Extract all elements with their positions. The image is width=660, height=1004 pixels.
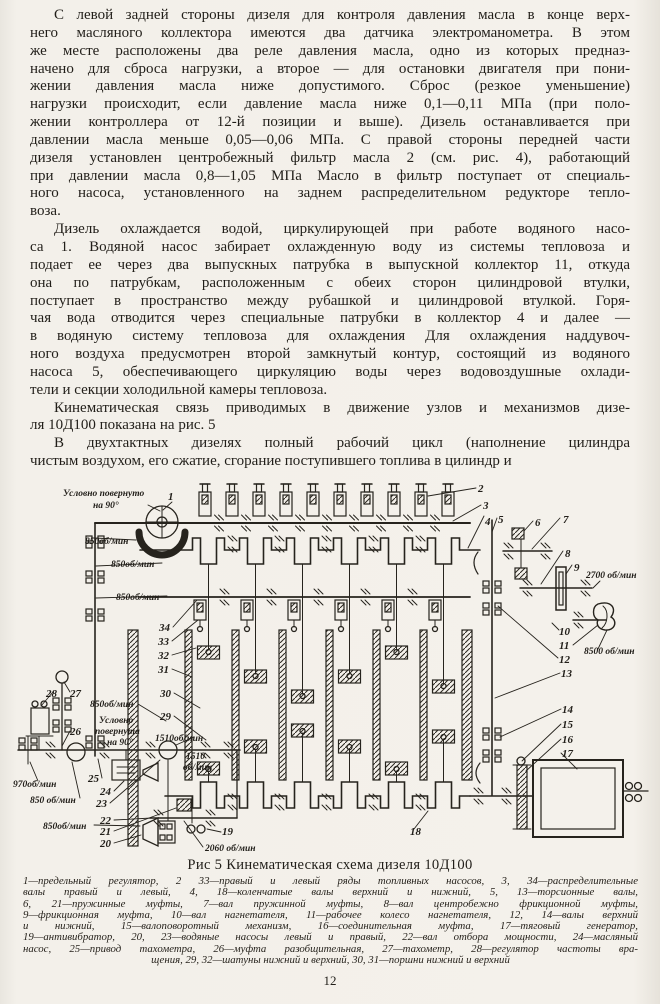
figure-part-number: 8 [565, 548, 571, 560]
figure-rpm-label: 8500 об/мин [584, 647, 635, 657]
text-line: С левой задней стороны дизеля для контроля давления масла в конце верх- [54, 7, 630, 23]
figure-part-number: 12 [559, 654, 570, 666]
figure-part-number: 4 [485, 516, 491, 528]
text-line: нагрузки происходит, если давление масла ниже 0,1—0,11 МПа (при поло- [30, 96, 630, 113]
figure-part-number: 31 [158, 664, 169, 676]
figure-part-number: 11 [559, 640, 570, 652]
figure-rpm-label: 2060 об/мин [205, 844, 256, 854]
text-line: насоса 5, обеспечивающего циркуляцию воды через водовоздушные охлади- [30, 363, 630, 380]
legend-line: 1—предельный регулятор, 2 33—правый и левый ряды топливных насосов, 3, 34—распределительные [23, 876, 638, 887]
figure-part-number: 19 [222, 826, 233, 838]
figure-part-number: 30 [160, 688, 171, 700]
figure-part-number: 6 [535, 517, 541, 529]
figure-rpm-label: 1510об/мин [155, 734, 204, 744]
figure-part-number: 5 [498, 514, 504, 526]
legend-line: 19—антивибратор, 20, 23—водяные насосы левый и правый, 22—вал отбора мощности, 24—масляный [23, 932, 638, 944]
legend-line: 9—фрикционная муфта, 10—вал нагнетателя, 11—рабочее колесо нагнетателя, 12, 14—валы верхний [23, 909, 638, 921]
figure-part-number: 28 [46, 688, 57, 700]
figure-part-number: 25 [88, 773, 99, 785]
figure-rpm-label: 970об/мин [13, 780, 57, 790]
text-line: Дизель охлаждается водой, циркулирующей при работе водяного насо- [54, 221, 630, 238]
text-line: ного насоса, установленного на заднем распределительном редукторе тепло- [30, 185, 630, 202]
figure-part-number: 9 [574, 562, 580, 574]
figure-caption: Рис 5 Кинематическая схема дизеля 10Д100 [187, 857, 473, 873]
text-line: чая вода отводится через специальные патрубки в коллектор 4 и далее — [30, 310, 630, 327]
figure-part-number: 17 [562, 748, 573, 760]
text-line: ля 10Д100 показана на рис. 5 [30, 417, 216, 434]
legend-line: 6, 21—пружинные муфты, 7—вал пружинной муфты, 8—вал центробежно фрикционной муфты, [23, 898, 638, 910]
figure-part-number: 1 [168, 491, 174, 503]
figure-part-number: 16 [562, 734, 573, 746]
legend-line: валы правый и левый, 4, 18—коленчатые валы верхний и нижний, 5, 13—торсионные валы, [23, 887, 638, 899]
text-line: са 1. Водяной насос забирает охлажденную воду из системы тепловоза и [30, 238, 630, 255]
figure-part-number: 21 [100, 826, 111, 838]
text-line: В двухтактных дизелях полный рабочий цикл (наполнение цилиндра [54, 435, 630, 452]
figure-rpm-label: 850об/мин [116, 593, 160, 603]
page-number: 12 [323, 973, 337, 988]
figure-part-number: 33 [158, 636, 169, 648]
figure-note: повернута [95, 727, 140, 737]
text-line: начено для сброса нагрузки, а второе — для остановки двигателя при пони- [30, 60, 630, 77]
figure-note: Условно повернуто [63, 489, 145, 499]
figure-note: на 90° [93, 501, 119, 511]
figure-part-number: 7 [563, 514, 569, 526]
text-line: подает ее через два выпускных патрубка в выпускной коллектор 11, откуда [30, 256, 630, 273]
figure-part-number: 34 [159, 622, 170, 634]
figure-part-number: 26 [70, 726, 81, 738]
text-line: чистым воздухом, его сжатие, сгорание поступившего топлива в цилиндр и [30, 453, 512, 470]
figure-rpm-label: 850об/мин [43, 822, 87, 832]
figure-rpm-label: об/мин [183, 763, 213, 773]
figure-part-number: 3 [483, 500, 489, 512]
figure-rpm-label: 850об/мин [85, 537, 129, 547]
figure-rpm-label: 850об/мин [111, 560, 155, 570]
figure-part-number: 32 [158, 650, 169, 662]
text-line: жении давления масла ниже допустимого. Сброс (резкое уменьшение) [30, 78, 630, 95]
text-line: давлении масла меньше 0,05—0,06 МПа. С правой стороны передней части [30, 131, 630, 148]
figure-rpm-label: 2700 об/мин [586, 571, 637, 581]
figure-note: на 90° [107, 738, 133, 748]
body-text [30, 7, 630, 471]
text-line: при давлении масла 0,8—1,05 МПа Масло в фильтр поступает от специаль- [30, 167, 630, 184]
text-line: же месте расположены два реле давления масла, одно из которых предназ- [30, 42, 630, 59]
figure-part-number: 22 [100, 815, 111, 827]
kinematic-diagram [0, 478, 660, 856]
text-line: ного воздуха предусмотрен второй замкнутый контур, состоящий из водяного [30, 346, 630, 363]
figure-rpm-label: 850об/мин [90, 700, 134, 710]
text-line: в водяную систему тепловоза для охлаждения Для охлаждения наддувоч- [30, 328, 630, 345]
text-line: тели и секции холодильной камеры тепловоза. [30, 381, 328, 398]
figure-part-number: 27 [70, 688, 81, 700]
legend-line: и нижний, 15—валоповоротный механизм, 16—соединительная муфта, 17—тяговый генератор, [23, 921, 638, 933]
text-line: дизеля установлен центробежный фильтр масла 2 (см. рис. 4), работающий [30, 149, 630, 166]
figure-part-number: 15 [562, 719, 573, 731]
figure-legend [23, 876, 638, 966]
text-line: поступает в пространство между рубашкой и цилиндровой втулкой. Горя- [30, 292, 630, 309]
legend-line: насос, 25—привод тахометра, 26—муфта разобщительная, 27—тахометр, 28—регулятор частоты вра- [23, 943, 638, 955]
text-line: жении контроллера от 12-й позиции и выше). Дизель останавливается при [30, 114, 630, 131]
text-line: него масляного коллектора имеются два датчика электроманометра. В этом [30, 24, 630, 41]
figure-part-number: 20 [100, 838, 111, 850]
figure-rpm-label: 850 об/мин [30, 796, 76, 806]
figure-part-number: 18 [410, 826, 421, 838]
text-line: Кинематическая связь приводимых в движение узлов и механизмов дизе- [54, 399, 630, 416]
figure-part-number: 23 [96, 798, 107, 810]
figure-part-number: 24 [100, 786, 111, 798]
text-line: воза. [30, 203, 61, 220]
figure-part-number: 10 [559, 626, 570, 638]
figure-part-number: 14 [562, 704, 573, 716]
figure-part-number: 2 [478, 483, 484, 495]
legend-line: щения, 29, 32—шатуны нижний и верхний, 30, 31—поршни нижний и верхний [151, 955, 510, 967]
figure-part-number: 29 [160, 711, 171, 723]
figure-note: Условно [99, 716, 134, 726]
figure-part-number: 13 [561, 668, 572, 680]
figure-rpm-label: 1510 [186, 752, 205, 762]
text-line: она по патрубкам, расположенным с обеих сторон цилиндровой втулки, [30, 274, 630, 291]
